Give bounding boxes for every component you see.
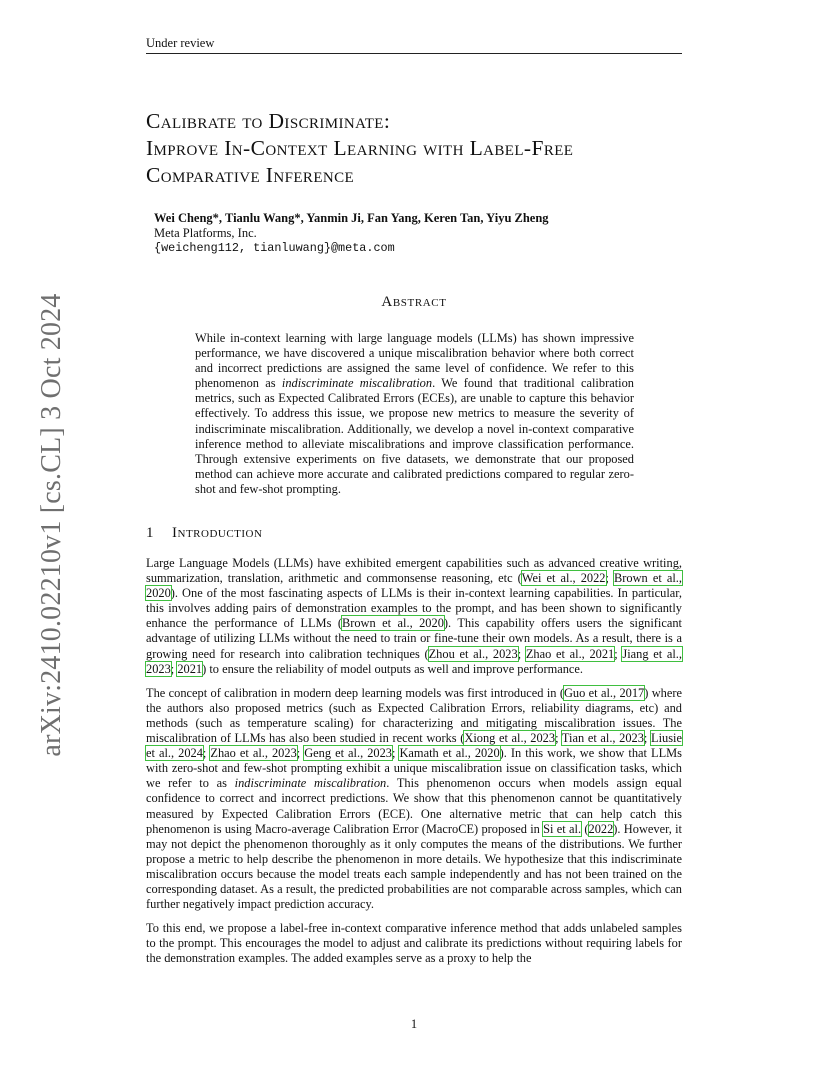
text: ). This capability offers users the significant advantage of utilizing LLMs without the need to train or fine-tune their own models. As a result, there is a growing need for research into calibration techniques (	[146, 616, 682, 661]
text: ). However, it may not depict the phenomenon thoroughly as it only computes the means of the distributions. We further propose a metric to help describe the phenomenon in more details. We hypothesize that this indiscriminate miscalibration occurs because the model treats each sample independently and has not been trained on the corresponding dataset. As a result, the predicted probabilities are not comparable across samples, which can further negatively impact prediction accuracy.	[146, 821, 682, 912]
section-heading-introduction	[146, 525, 262, 542]
citation-link[interactable]: Wei et al., 2022	[521, 571, 606, 586]
author-list: Wei Cheng*, Tianlu Wang*, Yanmin Ji, Fan Yang, Keren Tan, Yiyu Zheng	[154, 211, 549, 225]
citation-link[interactable]: Liusie et al., 2024	[146, 731, 682, 761]
abstract-part-1: While in-context learning with large language models (LLMs) has shown impressive performance, we have discovered a unique miscalibration behavior where both correct and incorrect predictions are assigned the same level of confidence. We refer to this phenomenon as	[195, 331, 634, 391]
citation-link[interactable]: Si et al.	[543, 821, 582, 836]
paragraph-3: To this end, we propose a label-free in-context comparative inference method that adds unlabeled samples to the prompt. This encourages the model to adjust and calibrate its predictions without requiring labels for the demonstration examples. The added examples serve as a proxy to help the	[146, 921, 682, 966]
affiliation: Meta Platforms, Inc.	[154, 226, 257, 240]
title-line-1: Calibrate to Discriminate:	[146, 109, 391, 133]
separator: ;	[605, 571, 615, 586]
citation-link[interactable]: 2022	[588, 821, 614, 836]
arxiv-stamp: arXiv:2410.02210v1 [cs.CL] 3 Oct 2024	[36, 293, 67, 757]
text: ). One of the most fascinating aspects of LLMs is their in-context learning capabilities. In particular, this involves adding pairs of demonstration examples to the prompt, and has been shown to significantly enhance the performance of LLMs (	[146, 586, 682, 631]
citation-link[interactable]: Zhou et al., 2023	[428, 646, 518, 661]
citation-link[interactable]: Guo et al., 2017	[563, 685, 645, 700]
separator: (	[581, 821, 589, 836]
separator: ;	[643, 731, 651, 746]
title-line-3: Comparative Inference	[146, 163, 355, 187]
separator: ;	[555, 731, 562, 746]
citation-link[interactable]: Xiong et al., 2023	[464, 731, 556, 746]
separator: ;	[614, 646, 623, 661]
citation-link[interactable]: 2021	[177, 661, 203, 676]
running-header: Under review	[146, 36, 682, 54]
abstract-part-2: . We found that traditional calibration metrics, such as Expected Calibrated Errors (ECEs), are unable to capture this behavior effectively. To address this issue, we propose new metrics to measure the severity of indiscriminate miscalibration. Additionally, we develop a novel in-context comparative inference method to alleviate miscalibrations and improve classification performance. Through extensive experiments on five datasets, we demonstrate that our proposed method can achieve more accurate and calibrated predictions compared to regular zero-shot and few-shot prompting.	[195, 376, 634, 496]
text: The concept of calibration in modern deep learning models was first introduced in (	[146, 685, 564, 700]
emphasis: indiscriminate miscalibration	[234, 776, 387, 791]
text: ). In this work, we show that LLMs with zero-shot and few-shot prompting exhibit a unique miscalibration issue on classification tasks, which we refer to as	[146, 746, 682, 791]
citation-link[interactable]: Brown et al., 2020	[341, 616, 444, 631]
citation-link[interactable]: Zhao et al., 2021	[525, 646, 615, 661]
text: . This phenomenon occurs when models assign equal confidence to correct and incorrect predictions. We show that this phenomenon cannot be quantitatively measured by Expected Calibration Errors (ECE). One alternative metric that can help catch this phenomenon is using Macro-average Calibration Error (MacroCE) proposed in	[146, 776, 682, 836]
text: ) where the authors also proposed metrics (such as Expected Calibration Errors, reliability diagrams, etc) and methods (such as temperature scaling) for characterizing and mitigating miscalibration issues. The miscalibration of LLMs has also been studied in recent works (	[146, 685, 683, 746]
separator: ;	[202, 746, 211, 761]
title-line-2: Improve In-Context Learning with Label-Free	[146, 136, 574, 160]
paper-title	[146, 108, 706, 189]
paragraph-2	[146, 686, 682, 912]
text: Large Language Models (LLMs) have exhibited emergent capabilities such as advanced creative writing, summarization, translation, arithmetic and commonsense reasoning, etc (	[146, 556, 682, 586]
separator: ;	[517, 646, 526, 661]
section-number: 1	[146, 525, 154, 541]
text: ) to ensure the reliability of model outputs as well and improve performance.	[202, 661, 584, 676]
author-emails: {weicheng112, tianluwang}@meta.com	[154, 241, 395, 255]
paragraph-1	[146, 556, 682, 677]
citation-link[interactable]: Kamath et al., 2020	[399, 746, 500, 761]
separator: ;	[170, 661, 178, 676]
introduction-body	[146, 556, 682, 975]
separator: ;	[296, 746, 305, 761]
citation-link[interactable]: Brown et al., 2020	[146, 571, 682, 601]
separator: ;	[392, 746, 400, 761]
citation-link[interactable]: Jiang et al., 2023	[146, 646, 682, 676]
section-title: Introduction	[172, 525, 263, 541]
citation-link[interactable]: Zhao et al., 2023	[210, 746, 297, 761]
page-number: 1	[410, 1017, 418, 1031]
abstract-heading: Abstract	[381, 294, 447, 310]
abstract-text	[195, 331, 634, 497]
citation-link[interactable]: Tian et al., 2023	[561, 731, 644, 746]
citation-link[interactable]: Geng et al., 2023	[304, 746, 393, 761]
abstract-emphasis: indiscriminate miscalibration	[281, 376, 433, 391]
